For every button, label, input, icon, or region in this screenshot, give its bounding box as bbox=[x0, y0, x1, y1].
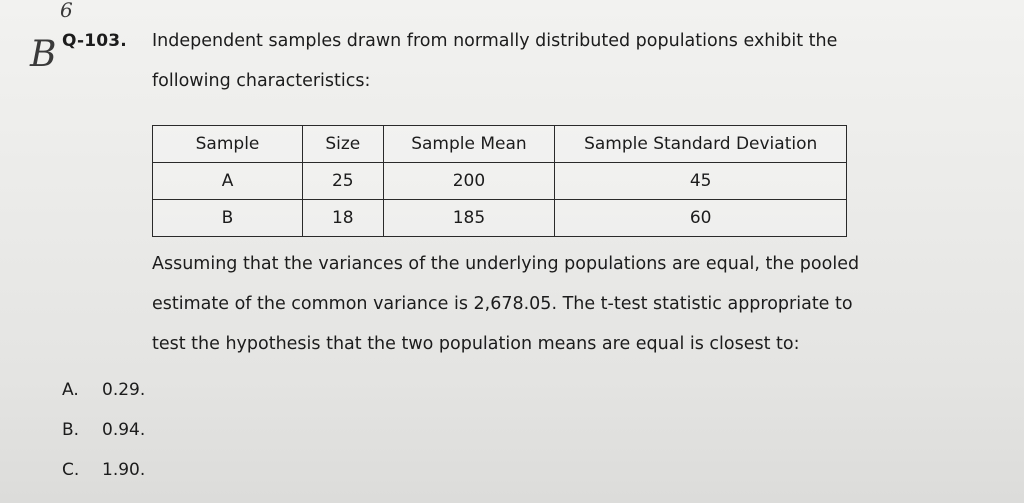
cell-mean: 185 bbox=[383, 200, 555, 237]
sample-characteristics-table bbox=[152, 125, 847, 237]
header-sample-mean: Sample Mean bbox=[383, 126, 555, 163]
question-body-line: Assuming that the variances of the underlying populations are equal, the pooled bbox=[152, 254, 860, 274]
cell-sample: B bbox=[153, 200, 303, 237]
cell-mean: 200 bbox=[383, 163, 555, 200]
table-row bbox=[153, 200, 847, 237]
question-intro-line: following characteristics: bbox=[152, 71, 371, 91]
table-row bbox=[153, 163, 847, 200]
option-value: 0.94. bbox=[102, 420, 146, 440]
option-letter: B. bbox=[62, 420, 80, 440]
question-number: Q-103. bbox=[62, 31, 127, 51]
header-sample: Sample bbox=[153, 126, 303, 163]
table-header-row bbox=[153, 126, 847, 163]
question-body-line: estimate of the common variance is 2,678.05. The t-test statistic appropriate to bbox=[152, 294, 853, 314]
header-size: Size bbox=[303, 126, 384, 163]
question-body bbox=[152, 244, 859, 364]
cell-sample: A bbox=[153, 163, 303, 200]
question-intro-line: Independent samples drawn from normally distributed populations exhibit the bbox=[152, 31, 838, 51]
cell-std-dev: 45 bbox=[555, 163, 847, 200]
option-c bbox=[62, 450, 145, 490]
header-sample-std-dev: Sample Standard Deviation bbox=[555, 126, 847, 163]
option-a bbox=[62, 370, 145, 410]
handwritten-mark-answer: B bbox=[30, 34, 57, 75]
handwritten-mark-top: 6 bbox=[60, 0, 73, 22]
option-letter: C. bbox=[62, 460, 80, 480]
cell-size: 18 bbox=[303, 200, 384, 237]
option-value: 0.29. bbox=[102, 380, 146, 400]
question-intro bbox=[152, 21, 837, 101]
cell-size: 25 bbox=[303, 163, 384, 200]
question-body-line: test the hypothesis that the two population means are equal is closest to: bbox=[152, 334, 800, 354]
cell-std-dev: 60 bbox=[555, 200, 847, 237]
option-b bbox=[62, 410, 145, 450]
answer-options bbox=[62, 370, 145, 490]
option-value: 1.90. bbox=[102, 460, 146, 480]
option-letter: A. bbox=[62, 380, 79, 400]
